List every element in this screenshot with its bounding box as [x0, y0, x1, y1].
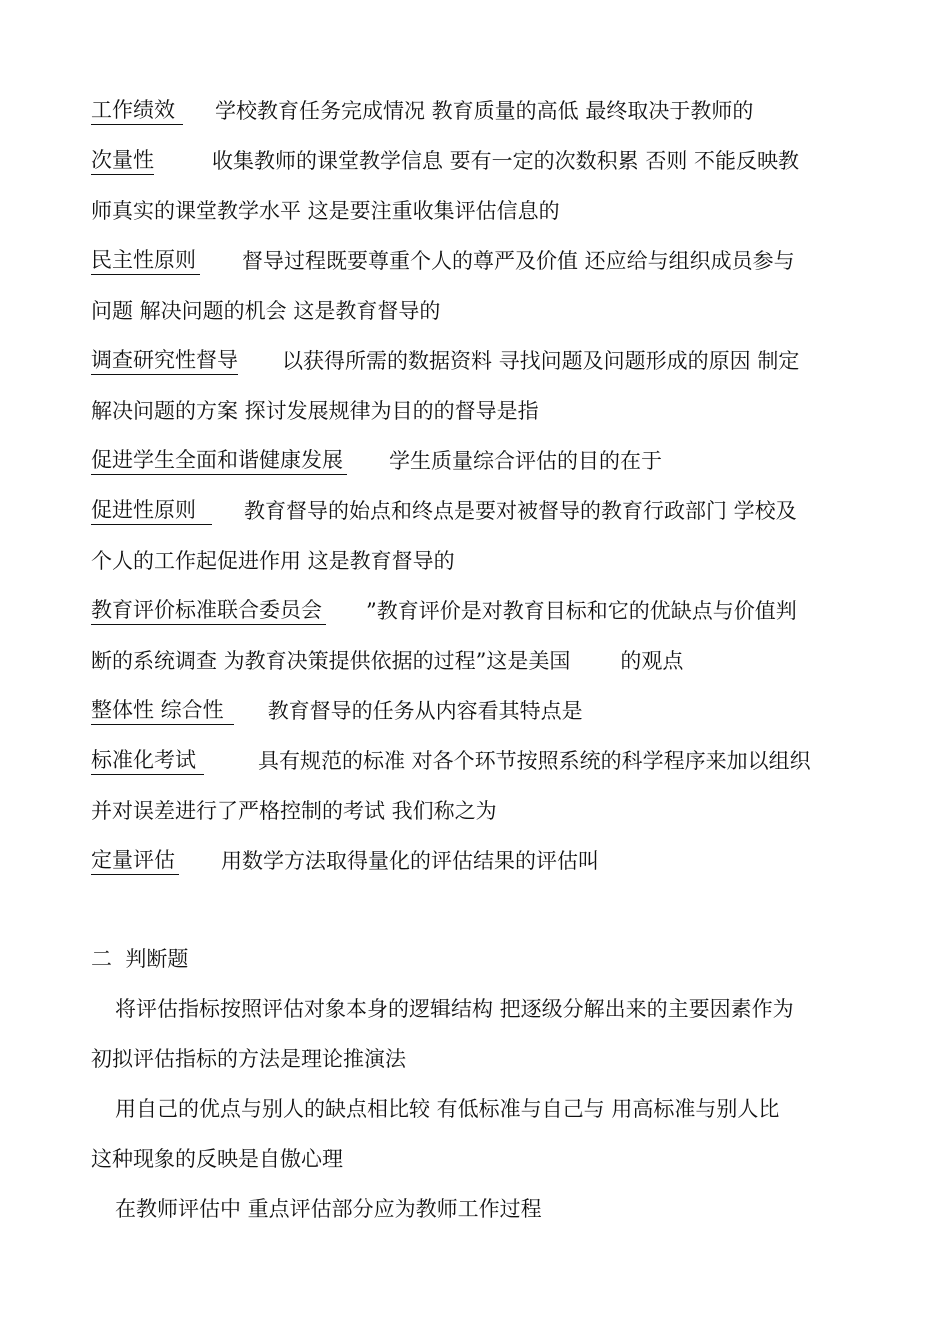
answer-text: 次量性	[91, 146, 154, 175]
question-continuation	[91, 796, 890, 826]
question-continuation	[91, 646, 890, 676]
judgement-item-1	[91, 994, 890, 1024]
answer-text: 调查研究性督导	[91, 346, 238, 375]
fill-item-3	[91, 246, 890, 276]
question-continuation	[91, 296, 890, 326]
fill-item-8	[91, 696, 890, 726]
answer-text: 民主性原则	[91, 246, 200, 275]
question-text: 用数学方法取得量化的评估结果的评估叫	[221, 849, 599, 873]
question-text: 教育督导的任务从内容看其特点是	[267, 699, 583, 723]
question-continuation	[91, 396, 890, 426]
question-text: 学校教育任务完成情况 教育质量的高低 最终取决于教师的	[215, 99, 754, 123]
fill-item-2	[91, 146, 890, 176]
question-text: 以获得所需的数据资料 寻找问题及问题形成的原因 制定	[282, 349, 800, 373]
question-text: 解决问题的方案 探讨发展规律为目的的督导是指	[91, 399, 539, 423]
question-text: 学生质量综合评估的目的在于	[389, 449, 662, 473]
answer-text: 标准化考试	[91, 746, 204, 775]
fill-item-4	[91, 346, 890, 376]
question-continuation	[91, 196, 890, 226]
question-text: 具有规范的标准 对各个环节按照系统的科学程序来加以组织	[258, 749, 811, 773]
question-text: ”教育评价是对教育目标和它的优缺点与价值判	[366, 599, 797, 623]
answer-text: 整体性 综合性	[91, 696, 234, 725]
question-text: 断的系统调查 为教育决策提供依据的过程”这是美国	[91, 649, 571, 673]
question-text: 并对误差进行了严格控制的考试 我们称之为	[91, 799, 497, 823]
fill-item-9	[91, 746, 890, 776]
judgement-item-3	[91, 1194, 890, 1224]
section-heading	[91, 944, 890, 974]
question-text: 问题 解决问题的机会 这是教育督导的	[91, 299, 441, 323]
question-text: 教育督导的始点和终点是要对被督导的教育行政部门 学校及	[244, 499, 797, 523]
fill-item-5	[91, 446, 890, 476]
statement-text: 初拟评估指标的方法是理论推演法	[91, 1047, 406, 1071]
statement-continuation	[91, 1144, 890, 1174]
answer-text: 定量评估	[91, 846, 179, 875]
statement-text: 在教师评估中 重点评估部分应为教师工作过程	[115, 1197, 542, 1221]
statement-text: 用自己的优点与别人的缺点相比较 有低标准与自己与 用高标准与别人比	[115, 1097, 780, 1121]
section-title: 二 判断题	[91, 947, 189, 971]
question-text: 收集教师的课堂教学信息 要有一定的次数积累 否则 不能反映教	[212, 149, 800, 173]
question-text: 个人的工作起促进作用 这是教育督导的	[91, 549, 455, 573]
answer-text: 促进性原则	[91, 496, 212, 525]
statement-continuation	[91, 1044, 890, 1074]
statement-text: 将评估指标按照评估对象本身的逻辑结构 把逐级分解出来的主要因素作为	[115, 997, 794, 1021]
question-text: 师真实的课堂教学水平 这是要注重收集评估信息的	[91, 199, 560, 223]
question-continuation	[91, 546, 890, 576]
question-text: 的观点	[620, 649, 684, 673]
fill-item-1	[91, 96, 890, 126]
answer-text: 工作绩效	[91, 96, 183, 125]
question-text: 督导过程既要尊重个人的尊严及价值 还应给与组织成员参与	[242, 249, 795, 273]
fill-item-6	[91, 496, 890, 526]
statement-text: 这种现象的反映是自傲心理	[91, 1147, 343, 1171]
judgement-item-2	[91, 1094, 890, 1124]
fill-item-10	[91, 846, 890, 876]
answer-text: 教育评价标准联合委员会	[91, 596, 326, 625]
answer-text: 促进学生全面和谐健康发展	[91, 446, 347, 475]
fill-item-7	[91, 596, 890, 626]
